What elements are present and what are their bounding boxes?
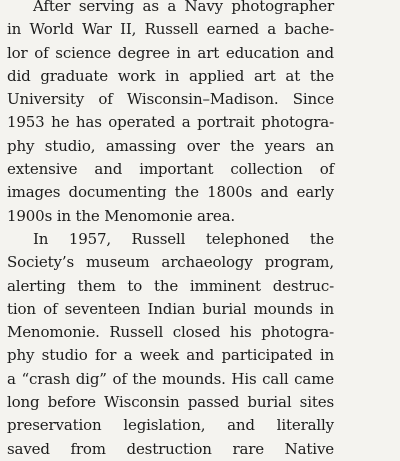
text-line: phy studio, amassing over the years an — [7, 136, 334, 155]
text-line: images documenting the 1800s and early — [7, 183, 334, 202]
text-line: After serving as a Navy photographer — [33, 0, 334, 15]
text-line: extensive and important collection of — [7, 160, 334, 179]
text-line: saved from destruction rare Native — [7, 439, 334, 458]
text-line: lor of science degree in art education and — [7, 43, 334, 62]
text-line: University of Wisconsin–Madison. Since — [7, 90, 334, 109]
text-line: phy studio for a week and participated in — [7, 346, 334, 365]
article-body — [7, 0, 334, 461]
text-line: in World War II, Russell earned a bache- — [7, 20, 334, 39]
text-line: tion of seventeen Indian burial mounds in — [7, 299, 334, 318]
text-line: Menomonie. Russell closed his photogra- — [7, 323, 334, 342]
text-line: In 1957, Russell telephoned the — [33, 229, 334, 248]
text-line: alerting them to the imminent destruc- — [7, 276, 334, 295]
text-line: 1953 he has operated a portrait photogra- — [7, 113, 334, 132]
text-line: 1900s in the Menomonie area. — [7, 206, 235, 225]
text-line: did graduate work in applied art at the — [7, 66, 334, 85]
text-line: preservation legislation, and literally — [7, 416, 334, 435]
paragraph-2 — [7, 228, 334, 461]
text-line: Society’s museum archaeology program, — [7, 253, 334, 272]
text-line: a “crash dig” of the mounds. His call came — [7, 369, 334, 388]
paragraph-1 — [7, 0, 334, 228]
text-line: long before Wisconsin passed burial sites — [7, 393, 334, 412]
